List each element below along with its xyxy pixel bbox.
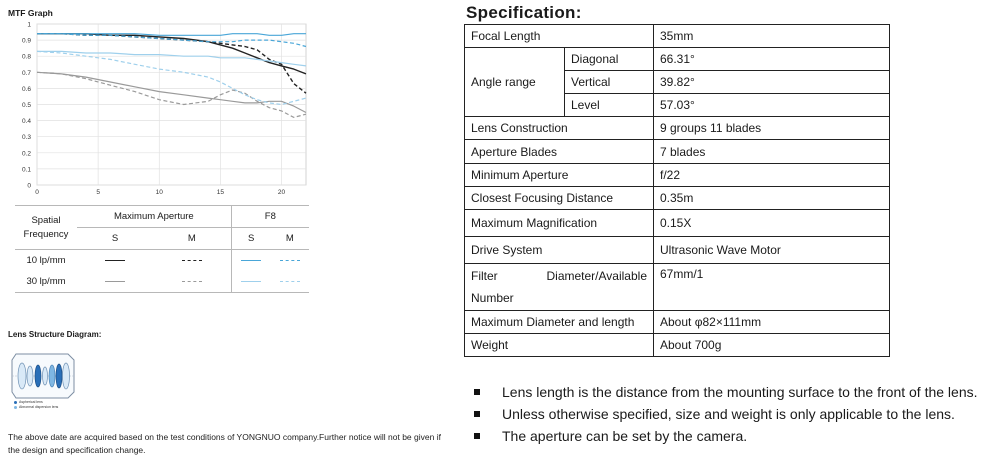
spec-filter-number: Number <box>471 290 514 305</box>
mtf-chart <box>0 18 320 203</box>
mtf-y-tick-label: 0.3 <box>21 134 31 142</box>
lens-element-aspherical-1 <box>35 365 41 387</box>
spec-value: 0.35m <box>654 186 890 209</box>
lens-element-3 <box>43 367 48 385</box>
spec-sublabel: Diagonal <box>565 48 654 71</box>
legend-line-max-s-10 <box>105 260 125 261</box>
spec-row-focus-distance <box>465 186 890 209</box>
spec-label: Drive System <box>465 236 654 263</box>
spec-row-weight <box>465 333 890 356</box>
spec-value: Ultrasonic Wave Motor <box>654 236 890 263</box>
spec-value: 66.31° <box>654 48 890 71</box>
specification-title: Specification: <box>466 3 582 22</box>
legend-frequency-label: Frequency <box>23 228 69 240</box>
legend-max-aperture-header: Maximum Aperture <box>77 206 231 228</box>
mtf-y-tick-label: 0.9 <box>21 37 31 45</box>
mtf-y-tick-label: 0.8 <box>21 53 31 61</box>
bullet-square-icon <box>474 433 480 439</box>
bullet-square-icon <box>474 389 480 395</box>
note-text: Unless otherwise specified, size and weight is only applicable to the lens. <box>502 406 955 422</box>
note-item <box>470 403 995 425</box>
note-item <box>470 381 995 403</box>
legend-line-f8-s-10 <box>241 260 261 261</box>
legend-spatial-label: Spatial <box>31 214 61 226</box>
lens-element-dispersion-1 <box>49 365 55 387</box>
spec-row-focal-length <box>465 25 890 48</box>
spec-label-filter <box>465 263 654 310</box>
spec-value: 35mm <box>654 25 890 48</box>
mtf-series-line-6 <box>37 72 306 117</box>
legend-30lpmm-label: 30 lp/mm <box>15 271 77 293</box>
spec-label: Focal Length <box>465 25 654 48</box>
mtf-x-tick-label: 10 <box>155 189 163 196</box>
spec-row-blades <box>465 140 890 163</box>
spec-filter-diameter: Diameter/Available <box>546 268 647 283</box>
note-text: Lens length is the distance from the mounting surface to the front of the lens. <box>502 384 978 400</box>
legend-f8-s: S <box>247 233 255 244</box>
mtf-y-tick-label: 1 <box>27 21 31 29</box>
mtf-graph-title: MTF Graph <box>8 8 53 18</box>
mtf-series-line-8 <box>37 51 306 104</box>
mtf-y-tick-label: 0.5 <box>21 102 31 109</box>
spec-value: 39.82° <box>654 71 890 94</box>
spatial-frequency-legend <box>15 205 309 293</box>
spec-sublabel: Vertical <box>565 71 654 94</box>
spec-value: 9 groups 11 blades <box>654 117 890 140</box>
note-text: The aperture can be set by the camera. <box>502 428 748 444</box>
spec-sublabel: Level <box>565 94 654 117</box>
spec-row-filter <box>465 263 890 310</box>
spec-row-angle-diagonal <box>465 48 890 71</box>
spec-value: About 700g <box>654 333 890 356</box>
legend-line-max-s-30 <box>105 281 125 282</box>
mtf-x-tick-label: 5 <box>96 189 100 196</box>
spec-value: 67mm/1 <box>654 263 890 310</box>
mtf-x-tick-label: 15 <box>216 189 225 196</box>
spec-filter-word: Filter <box>471 268 498 283</box>
mtf-y-tick-label: 0.6 <box>21 85 31 93</box>
aspherical-dot-icon <box>14 401 17 404</box>
test-conditions-footnote: The above date are acquired based on the test conditions of YONGNUO company.Further notice will not be given if the design and specification change. <box>8 432 441 455</box>
dispersion-dot-icon <box>14 406 17 409</box>
legend-f8-m: M <box>285 233 294 244</box>
legend-10lpmm-label: 10 lp/mm <box>15 250 77 272</box>
spec-label: Aperture Blades <box>465 140 654 163</box>
mtf-x-tick-label: 20 <box>277 189 286 196</box>
mtf-y-tick-label: 0.4 <box>21 118 31 126</box>
spec-label: Closest Focusing Distance <box>465 186 654 209</box>
lens-legend-aspherical: Aspherical lens <box>19 400 43 404</box>
lens-element-2 <box>27 366 33 386</box>
spec-row-construction <box>465 117 890 140</box>
spec-label: Minimum Aperture <box>465 163 654 186</box>
mtf-series-line-2 <box>37 34 306 93</box>
spec-label: Lens Construction <box>465 117 654 140</box>
specification-table <box>464 24 890 357</box>
notes-list <box>470 381 995 447</box>
legend-line-f8-s-30 <box>241 281 261 282</box>
mtf-series-line-5 <box>37 72 306 112</box>
bullet-square-icon <box>474 411 480 417</box>
mtf-series-line-7 <box>37 51 306 66</box>
lens-element-aspherical-2 <box>56 364 62 388</box>
mtf-y-tick-label: 0.7 <box>21 69 31 77</box>
spec-label: Maximum Magnification <box>465 209 654 236</box>
legend-max-m: M <box>153 228 231 250</box>
spec-row-drive <box>465 236 890 263</box>
spec-label: Maximum Diameter and length <box>465 310 654 333</box>
legend-line-max-m-10 <box>182 260 202 261</box>
lens-structure-title: Lens Structure Diagram: <box>8 330 102 339</box>
lens-element-4 <box>63 363 70 389</box>
legend-line-f8-m-30 <box>280 281 300 282</box>
spec-label: Weight <box>465 333 654 356</box>
spec-row-min-aperture <box>465 163 890 186</box>
spec-value: About φ82×111mm <box>654 310 890 333</box>
note-item <box>470 425 995 447</box>
mtf-y-tick-label: 0.1 <box>21 166 31 174</box>
spec-value: 0.15X <box>654 209 890 236</box>
spec-row-magnification <box>465 209 890 236</box>
legend-max-s: S <box>111 233 119 244</box>
spec-row-max-diameter <box>465 310 890 333</box>
legend-line-f8-m-10 <box>280 260 300 261</box>
mtf-x-tick-label: 0 <box>35 189 39 196</box>
spec-value: 7 blades <box>654 140 890 163</box>
lens-element-1 <box>18 363 26 389</box>
legend-line-max-m-30 <box>182 281 202 282</box>
legend-f8-header: F8 <box>231 206 309 228</box>
spec-value: 57.03° <box>654 94 890 117</box>
lens-legend <box>14 400 58 410</box>
mtf-y-tick-label: 0 <box>27 182 31 190</box>
mtf-y-tick-label: 0.2 <box>21 150 31 158</box>
spec-label-angle-range: Angle range <box>465 48 565 117</box>
lens-legend-dispersion: Abnormal dispersion lens <box>19 405 59 409</box>
spec-value: f/22 <box>654 163 890 186</box>
